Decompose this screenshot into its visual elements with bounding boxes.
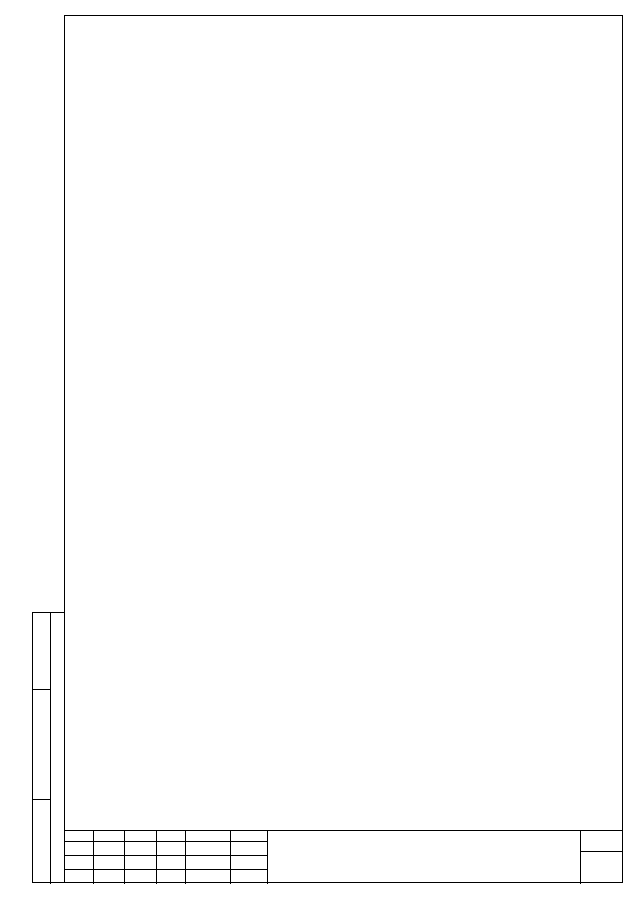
document-code (267, 831, 580, 884)
side-stamp (32, 612, 64, 883)
page-frame (64, 15, 623, 883)
side-inv (33, 800, 51, 884)
title-block (64, 830, 623, 883)
side-podp (33, 690, 51, 800)
side-vzam (33, 613, 51, 690)
